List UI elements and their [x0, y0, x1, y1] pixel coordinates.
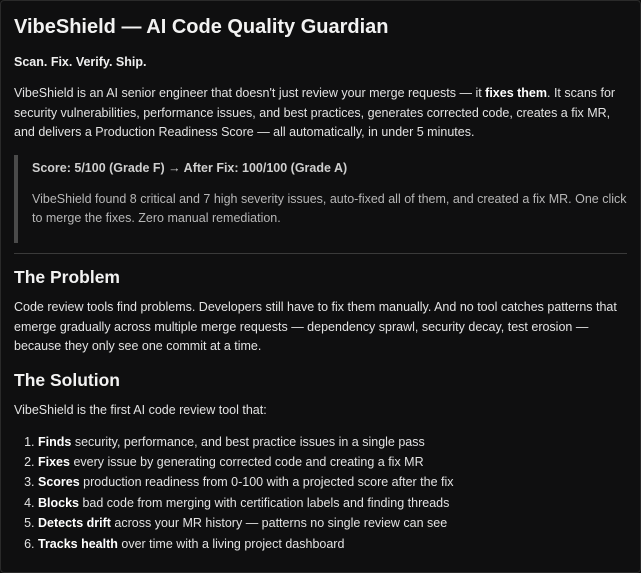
intro-paragraph	[14, 84, 627, 142]
list-item-bold: Fixes	[38, 455, 70, 469]
problem-heading: The Problem	[14, 266, 120, 287]
problem-paragraph: Code review tools find problems. Developers still have to fix them manually. And no tool catches patterns that emerge gradually across multiple merge requests — dependency sprawl, security decay, test erosion — because they only see one commit at a time.	[14, 300, 617, 354]
solution-intro: VibeShield is the first AI code review tool that:	[14, 403, 267, 418]
list-item	[38, 535, 627, 554]
list-item-text: over time with a living project dashboard	[117, 536, 345, 551]
list-item-bold: Blocks	[38, 495, 79, 510]
intro-text-bold: fixes them	[485, 86, 548, 101]
list-item	[38, 453, 627, 472]
tagline: Scan. Fix. Verify. Ship.	[14, 55, 147, 69]
list-item	[38, 433, 627, 452]
list-item-text: production readiness from 0-100 with a projected score after the fix	[79, 475, 454, 490]
list-item-bold: Tracks health	[38, 536, 118, 551]
intro-text-after: . It scans for security vulnerabilities, performance issues, and best practices, generates corrected code, creates a fix MR, and delivers a Production Readiness Score — all automatically, in under 5 minutes.	[14, 86, 616, 140]
score-quote	[14, 155, 627, 243]
score-quote-body: VibeShield found 8 critical and 7 high severity issues, auto-fixed all of them, and created a fix MR. One click to merge the fixes. Zero manual remediation.	[32, 191, 627, 226]
list-item	[38, 514, 627, 533]
solution-heading: The Solution	[14, 369, 120, 390]
list-item-text: security, performance, and best practice issues in a single pass	[71, 434, 425, 449]
score-line: Score: 5/100 (Grade F) → After Fix: 100/100 (Grade A)	[32, 160, 348, 175]
list-item-text: bad code from merging with certification labels and finding threads	[79, 495, 450, 510]
page-title: VibeShield — AI Code Quality Guardian	[14, 16, 389, 38]
list-item-bold: Finds	[38, 434, 72, 449]
list-item-text: every issue by generating corrected code and creating a fix MR	[69, 455, 424, 469]
solution-list	[14, 433, 627, 554]
list-item-text: across your MR history — patterns no single review can see	[110, 516, 448, 531]
list-item	[38, 494, 627, 513]
intro-text-before: VibeShield is an AI senior engineer that doesn't just review your merge requests — it	[14, 86, 486, 101]
list-item-bold: Scores	[38, 475, 80, 490]
list-item	[38, 473, 627, 492]
section-divider	[14, 253, 627, 254]
list-item-bold: Detects drift	[38, 516, 111, 531]
